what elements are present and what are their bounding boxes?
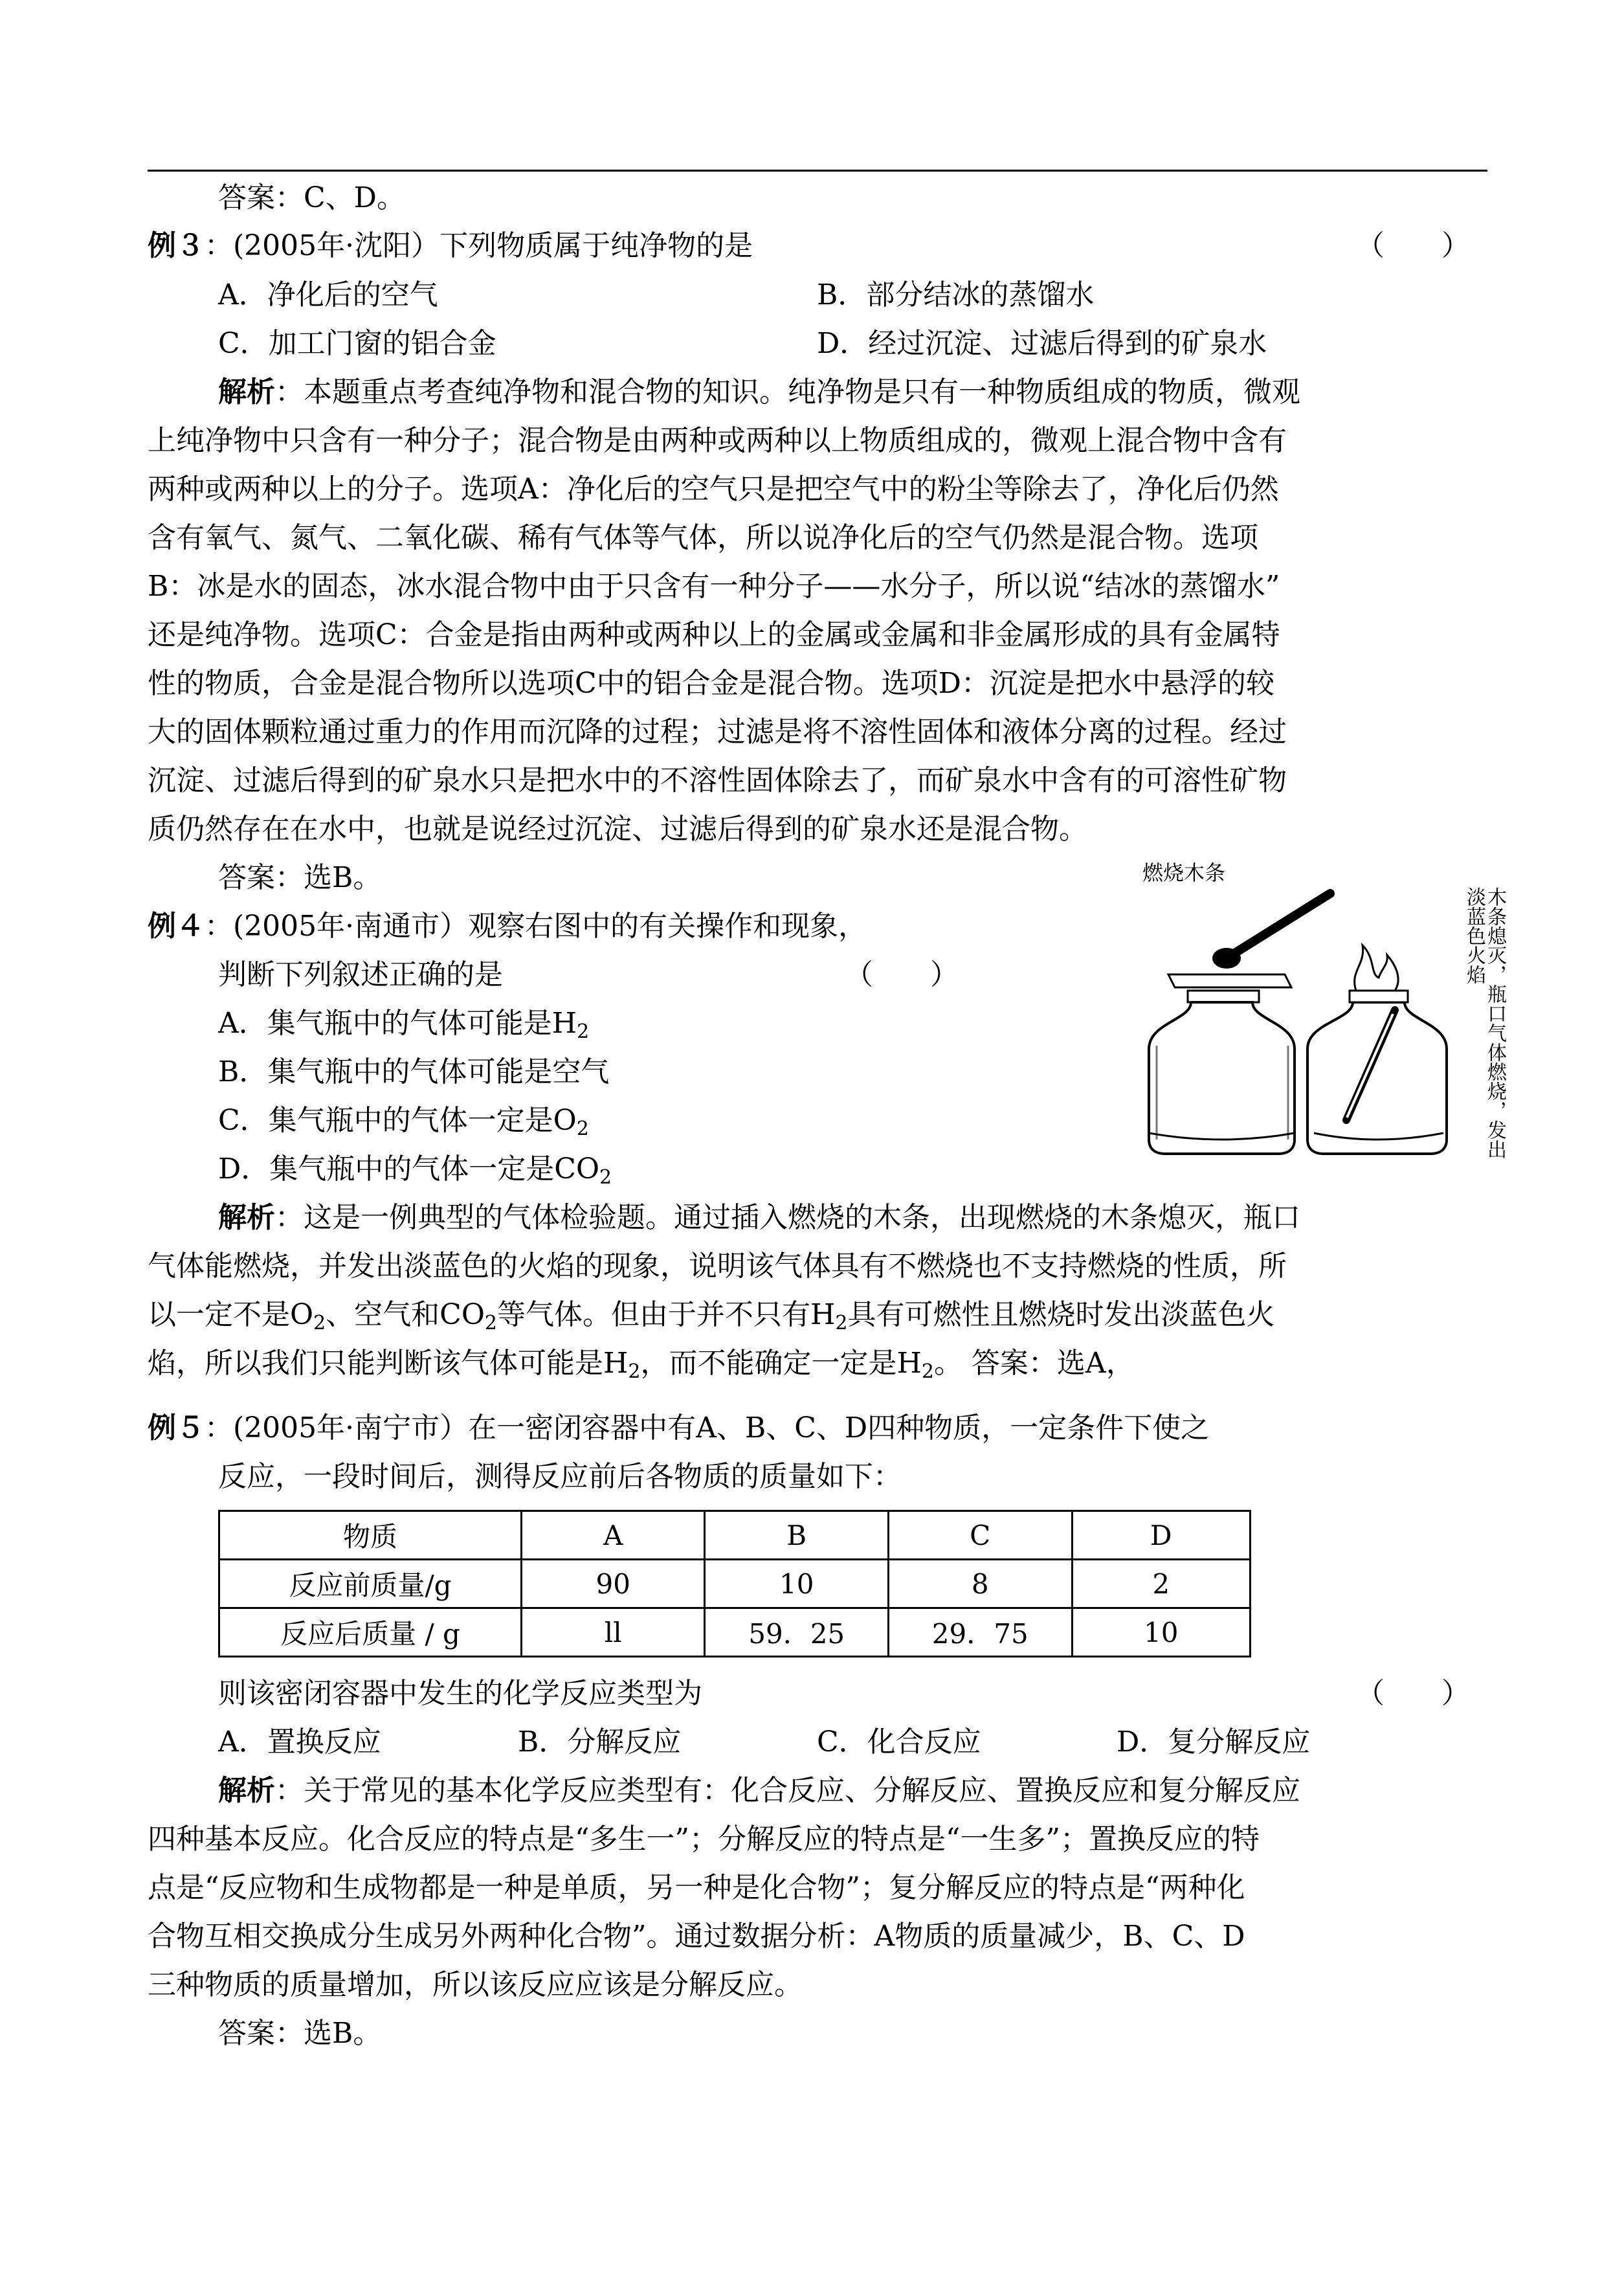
example-3-analysis-line: 沉淀、过滤后得到的矿泉水只是把水中的不溶性固体除去了，而矿泉水中含有的可溶性矿物 <box>148 764 1287 797</box>
table-header-cell: B <box>705 1511 889 1560</box>
example-4-stem: 例４：(2005年·南通市）观察右图中的有关操作和现象， <box>148 910 867 943</box>
example-5-option-d: D．复分解反应 <box>1117 1725 1311 1758</box>
example-5-analysis-line: 解析：关于常见的基本化学反应类型有：化合反应、分解反应、置换反应和复分解反应 <box>218 1774 1300 1807</box>
analysis-label: 解析 <box>218 376 275 409</box>
table-cell: 2 <box>1072 1560 1250 1608</box>
example-3-option-c: C．加工门窗的铝合金 <box>218 327 496 360</box>
table-header-cell: C <box>888 1511 1072 1560</box>
example-4-option-b: B．集气瓶中的气体可能是空气 <box>218 1055 610 1088</box>
example-3-analysis-line: 上纯净物中只含有一种分子；混合物是由两种或两种以上物质组成的，微观上混合物中含有 <box>148 424 1287 457</box>
analysis-label: 解析 <box>218 1774 275 1807</box>
example-3-analysis-line: 两种或两种以上的分子。选项A：净化后的空气只是把空气中的粉尘等除去了，净化后仍然 <box>148 473 1279 506</box>
table-header-row <box>219 1511 1251 1560</box>
example-5-option-c: C．化合反应 <box>817 1725 981 1758</box>
example-3-option-b: B．部分结冰的蒸馏水 <box>817 278 1095 311</box>
example-3-analysis-line: 含有氧气、氮气、二氧化碳、稀有气体等气体，所以说净化后的空气仍然是混合物。选项 <box>148 521 1258 554</box>
table-row <box>219 1608 1251 1657</box>
table-cell: 反应后质量 / g <box>219 1608 522 1657</box>
example-5-analysis-line: 四种基本反应。化合反应的特点是“多生一”；分解反应的特点是“一生多”；置换反应的特 <box>148 1823 1260 1856</box>
table-cell: 10 <box>1072 1608 1250 1657</box>
example-4-analysis-line: 气体能燃烧，并发出淡蓝色的火焰的现象，说明该气体具有不燃烧也不支持燃烧的性质，所 <box>148 1250 1287 1283</box>
example-5-option-b: B．分解反应 <box>518 1725 682 1758</box>
gas-jar-drawing <box>1129 861 1505 1172</box>
table-header-cell: D <box>1072 1511 1250 1560</box>
example-5-stem: 例５：(2005年·南宁市）在一密闭容器中有A、B、C、D四种物质，一定条件下使之 <box>148 1411 1210 1444</box>
header-rule <box>148 170 1487 172</box>
example-3-option-a: A．净化后的空气 <box>218 278 438 311</box>
example-3-analysis-line: 解析：本题重点考查纯净物和混合物的知识。纯净物是只有一种物质组成的物质，微观 <box>218 376 1300 409</box>
example-5-analysis-line: 合物互相交换成分生成另外两种化合物”。通过数据分析：A物质的质量减少，B、C、D <box>148 1920 1245 1953</box>
figure-label-burning-splint: 燃烧木条 <box>1142 860 1226 885</box>
example-4-analysis-line: 焰，所以我们只能判断该气体可能是$H_2$，而不能确定一定是$H_2$。 答案：选A， <box>148 1347 1135 1383</box>
example-5-answer: 答案：选B。 <box>218 2017 382 2050</box>
example-4-option-d: D．集气瓶中的气体一定是$CO_2$ <box>218 1152 612 1189</box>
table-cell: 反应前质量/g <box>219 1560 522 1608</box>
example-5-stem-line2: 反应，一段时间后，测得反应前后各物质的质量如下： <box>218 1460 902 1493</box>
example-4-option-c: C．集气瓶中的气体一定是$O_2$ <box>218 1104 589 1140</box>
example-4-stem-line2: 判断下列叙述正确的是 <box>218 958 503 991</box>
example-3-answer: 答案：选B。 <box>218 861 382 894</box>
example-4-label: 例４ <box>148 910 205 943</box>
example-5-answer-paren: （ ） <box>1356 1677 1470 1710</box>
example-5-analysis-line: 三种物质的质量增加，所以该反应应该是分解反应。 <box>148 1968 803 2001</box>
example-3-analysis-line: 还是纯净物。选项C：合金是指由两种或两种以上的金属或金属和非金属形成的具有金属特 <box>148 618 1280 651</box>
figure-label-phenomenon: 木条熄灭，瓶口气体燃烧，发出淡蓝色火焰 <box>1463 887 1506 1159</box>
table-cell: 8 <box>888 1560 1072 1608</box>
gas-jar-figure <box>1129 861 1505 1172</box>
example-4-analysis-line: 解析：这是一例典型的气体检验题。通过插入燃烧的木条，出现燃烧的木条熄灭，瓶口 <box>218 1201 1300 1234</box>
example-5-option-a: A．置换反应 <box>218 1725 381 1758</box>
table-header-cell: 物质 <box>219 1511 522 1560</box>
example-3-analysis-line: 性的物质，合金是混合物所以选项C中的铝合金是混合物。选项D：沉淀是把水中悬浮的较 <box>148 667 1274 700</box>
table-cell: 29．75 <box>888 1608 1072 1657</box>
example-4-option-a: A．集气瓶中的气体可能是$H_2$ <box>218 1007 590 1043</box>
table-cell: 90 <box>522 1560 705 1608</box>
example-5-question: 则该密闭容器中发生的化学反应类型为 <box>218 1677 702 1710</box>
previous-answer: 答案：C、D。 <box>218 181 405 214</box>
table-cell: 10 <box>705 1560 889 1608</box>
table-cell: 59．25 <box>705 1608 889 1657</box>
example-3-analysis-line: 大的固体颗粒通过重力的作用而沉降的过程；过滤是将不溶性固体和液体分离的过程。经过 <box>148 715 1287 748</box>
example-3-answer-paren: （ ） <box>1356 229 1470 262</box>
example-4-analysis-line: 以一定不是$O_2$、空气和$CO_2$等气体。但由于并不只有$H_2$具有可燃性且燃烧时发出淡蓝色火 <box>148 1298 1275 1334</box>
example-3-analysis-line: 质仍然存在在水中，也就是说经过沉淀、过滤后得到的矿泉水还是混合物。 <box>148 813 1087 846</box>
example-4-answer-paren: （ ） <box>845 958 959 991</box>
table-cell: ll <box>522 1608 705 1657</box>
example-3-option-d: D．经过沉淀、过滤后得到的矿泉水 <box>817 327 1267 360</box>
example-3-stem: 例３：(2005年·沈阳）下列物质属于纯净物的是 <box>148 229 753 262</box>
example-3-label: 例３ <box>148 229 205 262</box>
example-5-analysis-line: 点是“反应物和生成物都是一种是单质，另一种是化合物”；复分解反应的特点是“两种化 <box>148 1871 1245 1904</box>
table-row <box>219 1560 1251 1608</box>
mass-table <box>218 1510 1251 1657</box>
example-5-label: 例５ <box>148 1411 205 1444</box>
example-3-analysis-line: B：冰是水的固态，冰水混合物中由于只含有一种分子——水分子，所以说“结冰的蒸馏水” <box>148 570 1280 603</box>
analysis-label: 解析 <box>218 1201 275 1234</box>
table-header-cell: A <box>522 1511 705 1560</box>
